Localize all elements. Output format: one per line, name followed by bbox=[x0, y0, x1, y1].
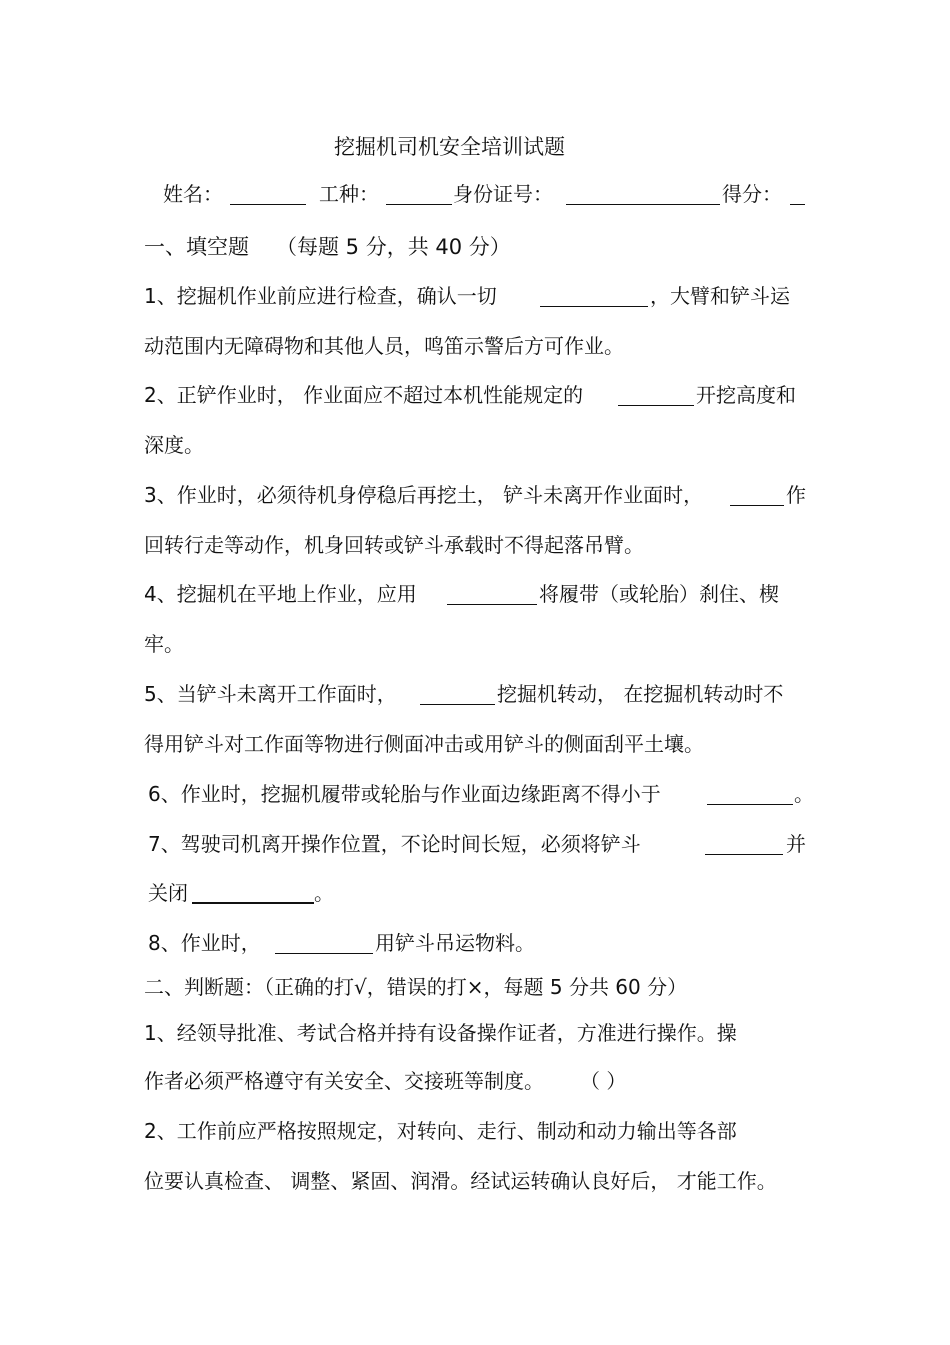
q7-blank-2[interactable] bbox=[192, 882, 314, 904]
score-blank[interactable] bbox=[790, 184, 805, 205]
q4-text-a: 4、挖掘机在平地上作业，应用 bbox=[144, 582, 417, 606]
section1-note: （每题 5 分，共 40 分） bbox=[276, 235, 511, 259]
score-label: 得分： bbox=[722, 182, 782, 206]
q4-blank[interactable] bbox=[447, 584, 537, 605]
q5-blank[interactable] bbox=[420, 684, 495, 705]
q7-text-a: 7、驾驶司机离开操作位置，不论时间长短，必须将铲斗 bbox=[148, 832, 641, 856]
q5-text-b: 挖掘机转动， 在挖掘机转动时不 bbox=[497, 682, 784, 706]
q5-text-a: 5、当铲斗未离开工作面时， bbox=[144, 682, 397, 706]
q7-text-c: 关闭 bbox=[148, 881, 188, 905]
q5-text-c: 得用铲斗对工作面等物进行侧面冲击或用铲斗的侧面刮平土壤。 bbox=[144, 732, 704, 756]
q6-text-b: 。 bbox=[794, 782, 814, 806]
q1-blank[interactable] bbox=[540, 286, 648, 307]
s2-q1-answer-paren[interactable]: （ ） bbox=[580, 1069, 627, 1093]
q7-text-b: 并 bbox=[786, 832, 806, 856]
q3-blank[interactable] bbox=[730, 485, 784, 506]
q3-text-c: 回转行走等动作，机身回转或铲斗承载时不得起落吊臂。 bbox=[144, 533, 644, 557]
q2-text-c: 深度。 bbox=[144, 433, 204, 457]
q6-blank[interactable] bbox=[707, 784, 793, 805]
q8-blank[interactable] bbox=[275, 933, 373, 954]
q3-text-a: 3、作业时，必须待机身停稳后再挖土， 铲斗未离开作业面时， bbox=[144, 483, 704, 507]
q1-text-b: ，大臂和铲斗运 bbox=[650, 284, 790, 308]
id-blank[interactable] bbox=[566, 184, 720, 205]
name-blank[interactable] bbox=[230, 184, 306, 205]
q1-text-c: 动范围内无障碍物和其他人员，鸣笛示警后方可作业。 bbox=[144, 334, 624, 358]
q7-text-d: 。 bbox=[314, 881, 334, 905]
section1-heading: 一、填空题 bbox=[144, 235, 249, 259]
s2-q2-text-a: 2、工作前应严格按照规定，对转向、走行、制动和动力输出等各部 bbox=[144, 1119, 737, 1143]
job-blank[interactable] bbox=[386, 184, 452, 205]
q7-blank-1[interactable] bbox=[705, 834, 783, 855]
section2-heading: 二、判断题：（正确的打√，错误的打×，每题 5 分共 60 分） bbox=[144, 975, 688, 999]
s2-q2-text-b: 位要认真检查、 调整、紧固、润滑。经试运转确认良好后， 才能工作。 bbox=[144, 1169, 777, 1193]
q2-text-b: 开挖高度和 bbox=[696, 383, 796, 407]
job-label: 工种： bbox=[319, 182, 379, 206]
q4-text-c: 牢。 bbox=[144, 632, 184, 656]
q8-text-a: 8、作业时， bbox=[148, 931, 261, 955]
q2-blank[interactable] bbox=[618, 385, 694, 406]
page-title: 挖掘机司机安全培训试题 bbox=[334, 135, 565, 159]
q2-text-a: 2、正铲作业时， 作业面应不超过本机性能规定的 bbox=[144, 383, 584, 407]
id-label: 身份证号： bbox=[453, 182, 553, 206]
s2-q1-text-a: 1、经领导批准、考试合格并持有设备操作证者，方准进行操作。操 bbox=[144, 1021, 737, 1045]
q6-text-a: 6、作业时，挖掘机履带或轮胎与作业面边缘距离不得小于 bbox=[148, 782, 661, 806]
s2-q1-text-b: 作者必须严格遵守有关安全、交接班等制度。 bbox=[144, 1069, 544, 1093]
q8-text-b: 用铲斗吊运物料。 bbox=[375, 931, 535, 955]
q4-text-b: 将履带（或轮胎）刹住、楔 bbox=[539, 582, 779, 606]
q3-text-b: 作 bbox=[786, 483, 806, 507]
q1-text-a: 1、挖掘机作业前应进行检查，确认一切 bbox=[144, 284, 497, 308]
name-label: 姓名： bbox=[163, 182, 223, 206]
